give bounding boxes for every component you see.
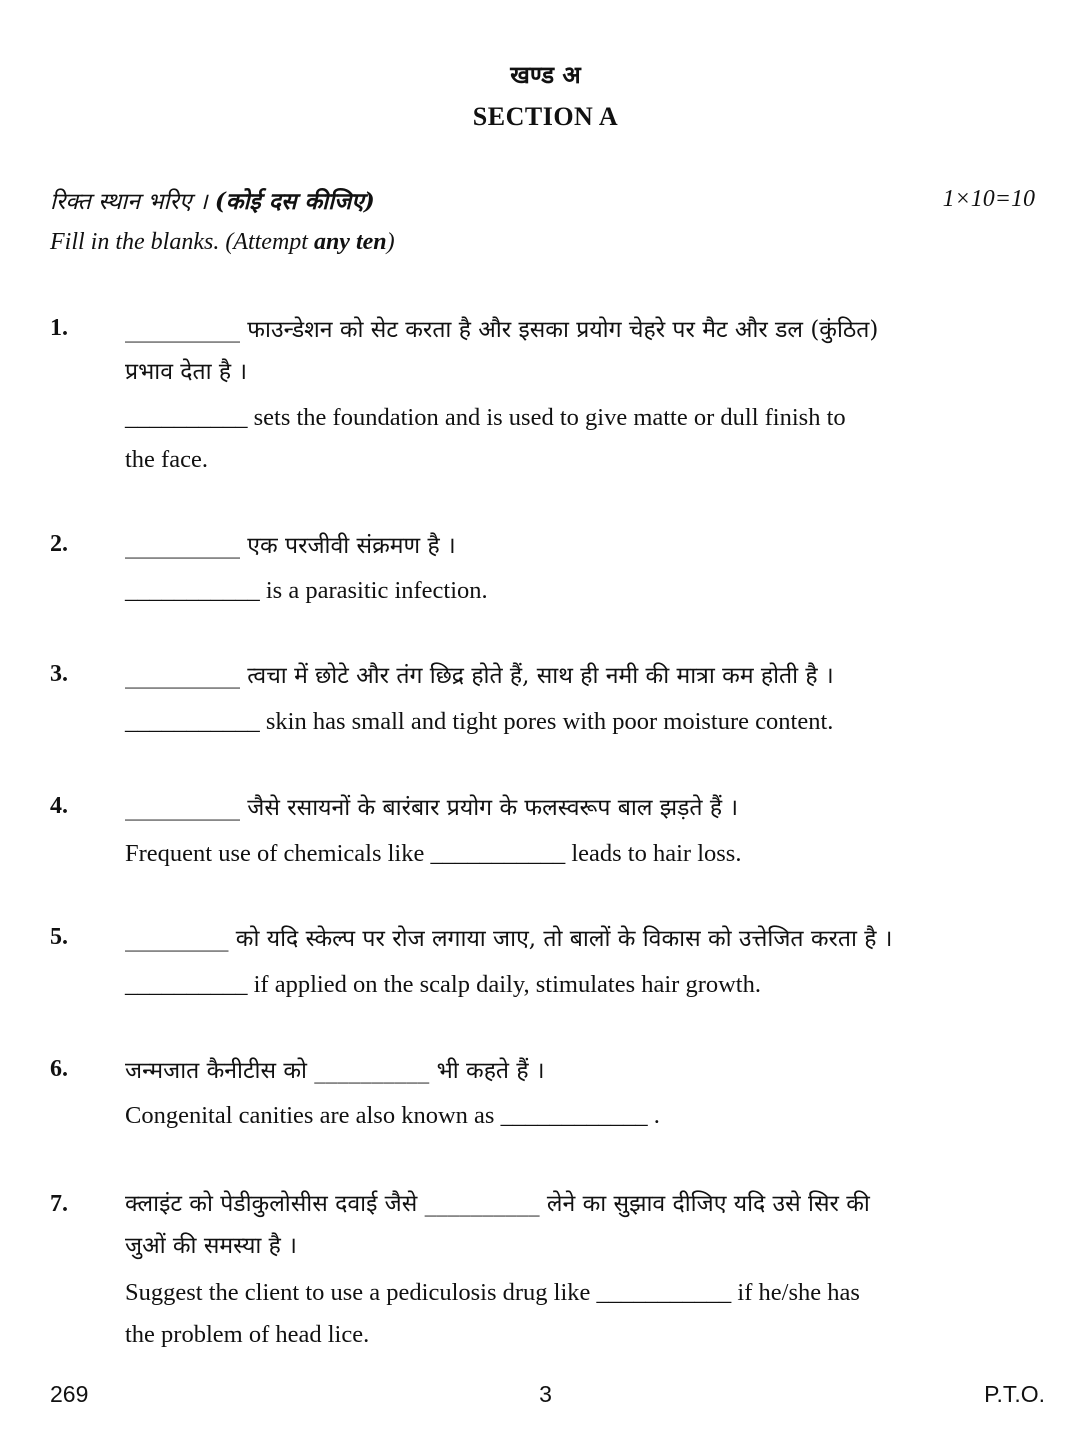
section-title-english: SECTION A: [472, 102, 619, 131]
instruction-english-bold: any ten: [313, 229, 387, 255]
instruction-hindi-bold: (कोई दस कीजिए): [214, 188, 375, 215]
question-text-hindi: _________ को यदि स्केल्प पर रोज लगाया जाए, तो बालों के विकास को उत्तेजित करता है ।: [125, 926, 893, 952]
question-number: 1.: [50, 315, 68, 341]
question-text-hindi: __________ त्वचा में छोटे और तंग छिद्र होते हैं, साथ ही नमी की मात्रा कम होती है ।: [125, 663, 834, 689]
question-text-english: ___________ is a parasitic infection.: [125, 577, 488, 604]
question-number: 7.: [50, 1191, 68, 1217]
question-number: 6.: [50, 1056, 68, 1082]
marks-allotment: 1×10=10: [942, 186, 1035, 212]
section-title-hindi: खण्ड अ: [510, 60, 581, 89]
question-text-english: ___________ skin has small and tight pores with poor moisture content.: [125, 708, 834, 735]
question-text-english: Congenital canities are also known as ____________ .: [125, 1102, 660, 1129]
paper-code: 269: [50, 1381, 89, 1407]
please-turn-over: P.T.O.: [984, 1381, 1045, 1407]
question-number: 5.: [50, 924, 68, 950]
question-number: 2.: [50, 531, 68, 557]
question-number: 4.: [50, 793, 68, 819]
instruction-english-text: Fill in the blanks. (Attempt: [50, 229, 314, 255]
question-text-english: Suggest the client to use a pediculosis drug like ___________ if he/she has: [125, 1279, 860, 1306]
instruction-hindi-text: रिक्त स्थान भरिए ।: [50, 189, 215, 215]
question-text-hindi: __________ जैसे रसायनों के बारंबार प्रयोग के फलस्वरूप बाल झड़ते हैं ।: [125, 795, 739, 821]
question-number: 3.: [50, 661, 68, 687]
question-text-hindi: जुओं की समस्या है ।: [125, 1233, 297, 1259]
question-text-english: Frequent use of chemicals like ___________ leads to hair loss.: [125, 840, 742, 867]
instruction-hindi: [50, 184, 375, 216]
question-text-english: __________ if applied on the scalp daily, stimulates hair growth.: [125, 971, 761, 998]
question-text-hindi: __________ फाउन्डेशन को सेट करता है और इसका प्रयोग चेहरे पर मैट और डल (कुंठित): [125, 317, 879, 343]
question-text-hindi: प्रभाव देता है ।: [125, 359, 248, 385]
question-text-english: __________ sets the foundation and is used to give matte or dull finish to: [125, 404, 846, 431]
instruction-english: [50, 229, 395, 256]
instruction-english-close: ): [386, 229, 395, 255]
question-text-hindi: जन्मजात कैनीटीस को __________ भी कहते हैं ।: [125, 1058, 545, 1084]
question-text-hindi: __________ एक परजीवी संक्रमण है ।: [125, 533, 456, 559]
question-text-english: the face.: [125, 446, 208, 473]
page-number: 3: [539, 1381, 552, 1407]
question-text-english: the problem of head lice.: [125, 1321, 370, 1348]
question-text-hindi: क्लाइंट को पेडीकुलोसीस दवाई जैसे __________ लेने का सुझाव दीजिए यदि उसे सिर की: [125, 1191, 870, 1217]
